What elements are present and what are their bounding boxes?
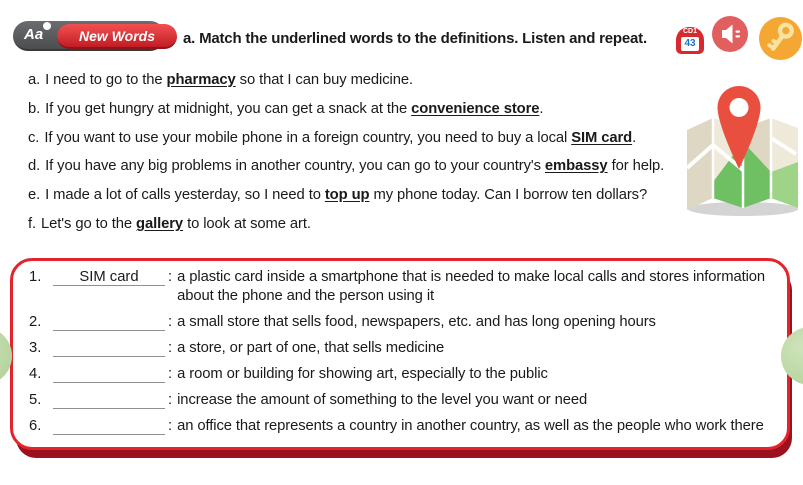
definition-text: increase the amount of something to the level you want or need [177, 392, 588, 408]
definition-row-4 [29, 365, 775, 384]
sentence-letter: a. [28, 72, 41, 88]
sentence-text: I made a lot of calls yesterday, so I need to [45, 187, 325, 203]
aa-letters-icon: Aa [24, 26, 44, 43]
keyword-top-up: top up [324, 187, 370, 203]
sentence-b [28, 101, 788, 117]
keyword-pharmacy: pharmacy [166, 72, 236, 88]
answer-blank-2[interactable] [53, 313, 165, 331]
sentence-letter: c. [28, 130, 40, 146]
keyword-sim-card: SIM card [571, 130, 633, 146]
sentence-letter: b. [28, 101, 41, 117]
definition-text: a small store that sells food, newspapers, etc. and has long opening hours [177, 314, 656, 330]
definitions-box [10, 258, 790, 450]
definition-number: 4. [29, 366, 42, 382]
cd-track-icon [676, 27, 704, 54]
answer-key-button[interactable] [759, 17, 802, 60]
sentence-text: If you have any big problems in another country, you can go to your country's [45, 158, 545, 174]
definition-number: 6. [29, 418, 42, 434]
sentence-letter: d. [28, 158, 41, 174]
colon: : [168, 340, 173, 356]
sentence-d [28, 158, 788, 174]
new-words-badge [13, 21, 177, 52]
sentence-letter: e. [28, 187, 41, 203]
keyword-convenience-store: convenience store [411, 101, 540, 117]
sentence-text: for help. [607, 158, 665, 174]
keyword-gallery: gallery [136, 216, 184, 232]
task-instruction: a. Match the underlined words to the definitions. Listen and repeat. [183, 30, 647, 47]
colon: : [168, 418, 173, 434]
definition-number: 3. [29, 340, 42, 356]
definition-text: a store, or part of one, that sells medicine [177, 340, 445, 356]
splat-dot-icon [43, 22, 51, 30]
keyword-embassy: embassy [544, 158, 608, 174]
sentence-a [28, 72, 788, 88]
answer-blank-5[interactable] [53, 391, 165, 409]
definition-number: 2. [29, 314, 42, 330]
sentence-text: Let's go to the [41, 216, 137, 232]
sentence-text: . [632, 130, 637, 146]
sentence-text: to look at some art. [183, 216, 311, 232]
sentence-text: If you get hungry at midnight, you can get a snack at the [45, 101, 412, 117]
definition-row-6 [29, 417, 775, 436]
colon: : [168, 314, 173, 330]
audio-play-button[interactable] [712, 16, 748, 52]
answer-blank-6[interactable] [53, 417, 165, 435]
definition-number: 5. [29, 392, 42, 408]
definition-row-1 [29, 268, 775, 306]
sentence-text: . [539, 101, 544, 117]
definition-text: a plastic card inside a smartphone that is needed to make local calls and stores information about the phone and the person using it [177, 269, 766, 304]
map-location-pin-illustration [683, 82, 801, 222]
sentence-e [28, 187, 788, 203]
definition-row-3 [29, 339, 775, 358]
answer-blank-4[interactable] [53, 365, 165, 383]
sentence-text: my phone today. Can I borrow ten dollars? [369, 187, 648, 203]
new-words-label: New Words [57, 24, 177, 49]
key-icon [759, 17, 802, 60]
answer-blank-3[interactable] [53, 339, 165, 357]
answer-blank-1[interactable]: SIM card [53, 268, 165, 286]
sentence-text: so that I can buy medicine. [235, 72, 413, 88]
definition-text: an office that represents a country in another country, as well as the people who work there [177, 418, 764, 434]
colon: : [168, 392, 173, 408]
sentence-letter: f. [28, 216, 37, 232]
sentence-text: I need to go to the [45, 72, 167, 88]
sentence-text: If you want to use your mobile phone in a foreign country, you need to buy a local [44, 130, 572, 146]
definition-row-5 [29, 391, 775, 410]
cd-label: CD1 [682, 28, 697, 35]
colon: : [168, 366, 173, 382]
definition-text: a room or building for showing art, especially to the public [177, 366, 548, 382]
sentence-f [28, 216, 788, 232]
speaker-icon [712, 16, 748, 52]
sentence-c [28, 130, 788, 146]
definition-number: 1. [29, 269, 42, 285]
colon: : [168, 269, 173, 285]
cd-track-number: 43 [681, 37, 699, 51]
definition-row-2 [29, 313, 775, 332]
